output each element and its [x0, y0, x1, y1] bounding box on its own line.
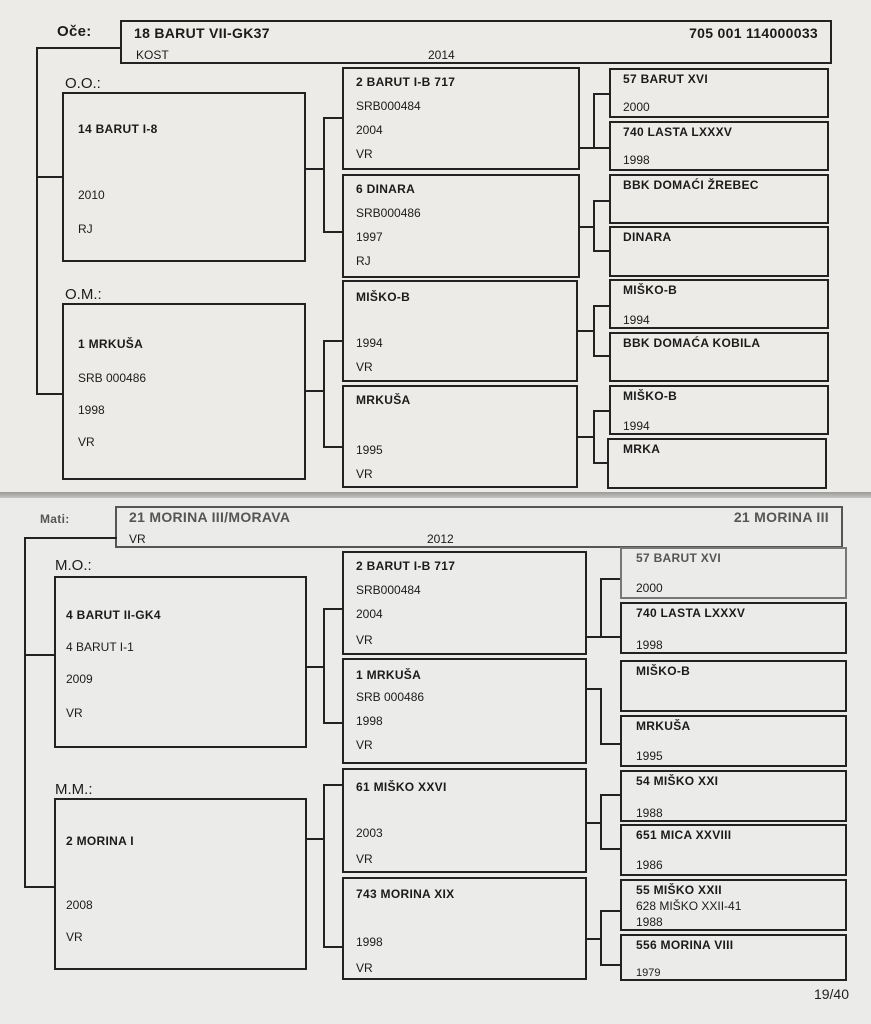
sire-father-label: O.O.: — [65, 75, 101, 92]
ggp-year: 1986 — [636, 858, 663, 872]
sire-mf-line: VR — [356, 360, 373, 374]
ggp-name: MIŠKO-B — [636, 664, 691, 678]
connector — [36, 47, 122, 49]
dam-father-name: 4 BARUT II-GK4 — [66, 608, 161, 622]
sire-fm-line: RJ — [356, 254, 371, 268]
dam-fm-id: SRB 000486 — [356, 690, 425, 704]
sire-box — [120, 20, 832, 64]
sire-mf-year: 1994 — [356, 336, 383, 350]
connector — [36, 176, 62, 178]
dam-ff-box — [342, 551, 587, 655]
dam-box — [115, 506, 843, 548]
dam-ggp-6 — [620, 824, 847, 876]
dam-mf-name: 61 MIŠKO XXVI — [356, 780, 447, 794]
dam-section — [0, 498, 871, 1024]
dam-mf-year: 2003 — [356, 826, 383, 840]
dam-ggp-2 — [620, 602, 847, 654]
ggp-year: 1998 — [623, 153, 650, 167]
ggp-name: BBK DOMAĆA KOBILA — [623, 336, 761, 350]
sire-mm-line: VR — [356, 467, 373, 481]
sire-label: Oče: — [57, 23, 92, 40]
dam-mother-label: M.M.: — [55, 781, 93, 798]
dam-father-year: 2009 — [66, 672, 93, 686]
sire-mm-box — [342, 385, 578, 488]
dam-mf-box — [342, 768, 587, 873]
sire-line: KOST — [136, 48, 169, 62]
sire-mother-year: 1998 — [78, 403, 105, 417]
dam-ggp-3 — [620, 660, 847, 712]
ggp-id: 628 MIŠKO XXII-41 — [636, 899, 742, 913]
dam-mother-year: 2008 — [66, 898, 93, 912]
ggp-name: 740 LASTA LXXXV — [623, 125, 733, 139]
sire-mother-id: SRB 000486 — [78, 371, 147, 385]
ggp-year: 1979 — [636, 967, 661, 979]
dam-mm-box — [342, 877, 587, 980]
sire-fm-id: SRB000486 — [356, 206, 421, 220]
dam-ggp-7 — [620, 879, 847, 931]
dam-mf-line: VR — [356, 852, 373, 866]
dam-fm-box — [342, 658, 587, 764]
ggp-name: MIŠKO-B — [623, 283, 678, 297]
sire-ggp-5 — [609, 279, 829, 329]
sire-ggp-2 — [609, 121, 829, 171]
ggp-year: 2000 — [636, 581, 663, 595]
ggp-name: 651 MICA XXVIII — [636, 828, 732, 842]
sire-mm-year: 1995 — [356, 443, 383, 457]
dam-ff-line: VR — [356, 633, 373, 647]
dam-year: 2012 — [427, 532, 454, 546]
ggp-name: 54 MIŠKO XXI — [636, 774, 719, 788]
ggp-name: MRKUŠA — [636, 719, 691, 733]
sire-ggp-1 — [609, 68, 829, 118]
sire-mother-box — [62, 303, 306, 480]
ggp-name: 556 MORINA VIII — [636, 938, 734, 952]
connector — [36, 393, 62, 395]
dam-name: 21 MORINA III/MORAVA — [129, 509, 291, 525]
ggp-year: 1988 — [636, 806, 663, 820]
dam-line: VR — [129, 532, 146, 546]
sire-mother-line: VR — [78, 435, 95, 449]
sire-ff-name: 2 BARUT I-B 717 — [356, 75, 456, 89]
ggp-year: 1998 — [636, 638, 663, 652]
ggp-name: 740 LASTA LXXXV — [636, 606, 746, 620]
dam-ggp-4 — [620, 715, 847, 767]
sire-mother-label: O.M.: — [65, 286, 102, 303]
sire-ff-year: 2004 — [356, 123, 383, 137]
sire-fm-year: 1997 — [356, 230, 383, 244]
ggp-name: 55 MIŠKO XXII — [636, 883, 722, 897]
dam-fm-name: 1 MRKUŠA — [356, 668, 422, 682]
ggp-year: 2000 — [623, 100, 650, 114]
sire-mf-name: MIŠKO-B — [356, 290, 411, 304]
dam-father-label: M.O.: — [55, 557, 92, 574]
dam-mother-line: VR — [66, 930, 83, 944]
sire-mm-name: MRKUŠA — [356, 393, 411, 407]
sire-father-line: RJ — [78, 222, 93, 236]
dam-father-line: VR — [66, 706, 83, 720]
ggp-year: 1994 — [623, 419, 650, 433]
dam-ff-id: SRB000484 — [356, 583, 421, 597]
dam-mother-name: 2 MORINA I — [66, 834, 134, 848]
sire-ggp-6 — [609, 332, 829, 382]
sire-ggp-3 — [609, 174, 829, 224]
ggp-name: BBK DOMAĆI ŽREBEC — [623, 178, 759, 192]
sire-mf-box — [342, 280, 578, 382]
sire-ggp-8 — [607, 438, 827, 489]
ggp-year: 1995 — [636, 749, 663, 763]
ggp-year: 1994 — [623, 313, 650, 327]
dam-ggp-1 — [620, 547, 847, 599]
dam-ff-name: 2 BARUT I-B 717 — [356, 559, 456, 573]
page-number: 19/40 — [813, 986, 849, 1002]
sire-number: 705 001 114000033 — [689, 25, 818, 41]
dam-ggp-8 — [620, 934, 847, 981]
sire-section — [0, 0, 871, 496]
dam-mm-year: 1998 — [356, 935, 383, 949]
dam-mm-name: 743 MORINA XIX — [356, 887, 455, 901]
sire-ggp-7 — [609, 385, 829, 435]
dam-ggp-5 — [620, 770, 847, 822]
dam-label: Mati: — [40, 512, 70, 526]
sire-fm-name: 6 DINARA — [356, 182, 416, 196]
ggp-name: 57 BARUT XVI — [636, 551, 721, 565]
connector — [36, 47, 38, 395]
sire-ff-id: SRB000484 — [356, 99, 421, 113]
dam-mother-box — [54, 798, 307, 970]
dam-ff-year: 2004 — [356, 607, 383, 621]
dam-fm-line: VR — [356, 738, 373, 752]
ggp-name: MRKA — [623, 442, 661, 456]
sire-fm-box — [342, 174, 580, 278]
sire-name: 18 BARUT VII-GK37 — [134, 25, 270, 41]
sire-ggp-4 — [609, 226, 829, 277]
sire-mother-name: 1 MRKUŠA — [78, 337, 144, 351]
ggp-name: MIŠKO-B — [623, 389, 678, 403]
sire-father-name: 14 BARUT I-8 — [78, 122, 158, 136]
sire-ff-box — [342, 67, 580, 170]
dam-father-box — [54, 576, 307, 748]
dam-mm-line: VR — [356, 961, 373, 975]
sire-year: 2014 — [428, 48, 455, 62]
dam-fm-year: 1998 — [356, 714, 383, 728]
sire-father-box — [62, 92, 306, 262]
ggp-name: 57 BARUT XVI — [623, 72, 708, 86]
sire-father-year: 2010 — [78, 188, 105, 202]
ggp-name: DINARA — [623, 230, 672, 244]
dam-father-id: 4 BARUT I-1 — [66, 640, 134, 654]
ggp-year: 1988 — [636, 915, 663, 929]
dam-number: 21 MORINA III — [733, 509, 829, 525]
sire-ff-line: VR — [356, 147, 373, 161]
